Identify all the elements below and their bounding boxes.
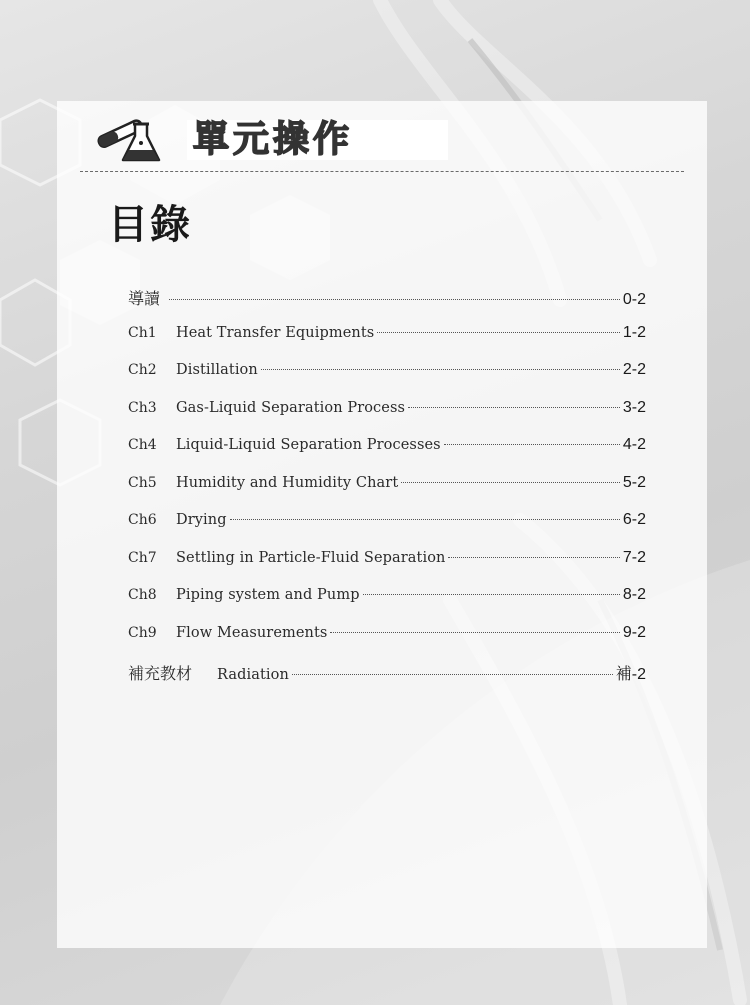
header bbox=[95, 112, 448, 168]
toc-page: 3-2 bbox=[622, 398, 646, 416]
toc-chapter: Ch6 bbox=[128, 512, 157, 528]
toc-page: 1-2 bbox=[622, 323, 646, 341]
toc-chapter: Ch4 bbox=[128, 437, 157, 453]
toc-title: Liquid-Liquid Separation Processes bbox=[176, 437, 441, 453]
toc-row[interactable] bbox=[128, 511, 646, 549]
toc-title: Settling in Particle-Fluid Separation bbox=[176, 549, 446, 566]
title-box bbox=[187, 120, 448, 160]
toc-chapter: Ch8 bbox=[128, 587, 157, 603]
toc-page: 補-2 bbox=[615, 666, 646, 683]
toc-chapter: Ch1 bbox=[128, 324, 157, 341]
toc-row[interactable] bbox=[128, 624, 646, 662]
toc-chapter: Ch5 bbox=[128, 474, 157, 491]
toc-title: Radiation bbox=[217, 667, 289, 683]
toc-title: Humidity and Humidity Chart bbox=[176, 474, 399, 491]
toc-leader-dots bbox=[230, 519, 620, 520]
flask-test-tube-icon bbox=[95, 112, 175, 168]
toc-title: Gas-Liquid Separation Process bbox=[176, 399, 406, 416]
toc-page: 2-2 bbox=[622, 361, 646, 378]
header-divider bbox=[80, 171, 684, 172]
book-title: 單元操作 bbox=[193, 119, 354, 160]
toc-leader-dots bbox=[444, 444, 620, 445]
toc-row[interactable] bbox=[128, 549, 646, 587]
toc-page: 8-2 bbox=[622, 586, 646, 603]
toc-leader-dots bbox=[408, 407, 620, 408]
toc-title: Drying bbox=[176, 512, 227, 528]
toc-leader-dots bbox=[448, 557, 619, 558]
toc-row[interactable] bbox=[128, 436, 646, 474]
toc-title: Piping system and Pump bbox=[176, 587, 360, 603]
toc-chapter: Ch9 bbox=[128, 624, 157, 641]
toc-page: 0-2 bbox=[622, 291, 646, 308]
toc-chapter: Ch2 bbox=[128, 362, 157, 378]
toc-chapter: 補充教材 bbox=[128, 664, 193, 683]
table-of-contents bbox=[128, 286, 646, 699]
toc-title: Distillation bbox=[176, 362, 258, 378]
toc-leader-dots bbox=[261, 369, 620, 370]
toc-chapter: 導讀 bbox=[128, 289, 161, 308]
toc-chapter: Ch3 bbox=[128, 399, 157, 416]
toc-title: Heat Transfer Equipments bbox=[176, 324, 375, 341]
toc-row[interactable] bbox=[128, 661, 646, 699]
toc-leader-dots bbox=[401, 482, 620, 483]
contents-heading: 目錄 bbox=[108, 202, 192, 248]
toc-page: 5-2 bbox=[622, 473, 646, 491]
toc-leader-dots bbox=[330, 632, 619, 633]
toc-leader-dots bbox=[292, 674, 613, 675]
toc-page: 4-2 bbox=[622, 436, 646, 453]
toc-leader-dots bbox=[363, 594, 620, 595]
toc-row[interactable] bbox=[128, 324, 646, 362]
toc-row[interactable] bbox=[128, 286, 646, 324]
toc-row[interactable] bbox=[128, 361, 646, 399]
toc-row[interactable] bbox=[128, 399, 646, 437]
toc-row[interactable] bbox=[128, 474, 646, 512]
toc-row[interactable] bbox=[128, 586, 646, 624]
toc-title: Flow Measurements bbox=[176, 624, 328, 641]
toc-leader-dots bbox=[169, 299, 620, 300]
toc-page: 9-2 bbox=[622, 623, 646, 641]
toc-leader-dots bbox=[377, 332, 620, 333]
toc-page: 6-2 bbox=[622, 511, 646, 528]
toc-chapter: Ch7 bbox=[128, 549, 157, 566]
toc-page: 7-2 bbox=[622, 548, 646, 566]
